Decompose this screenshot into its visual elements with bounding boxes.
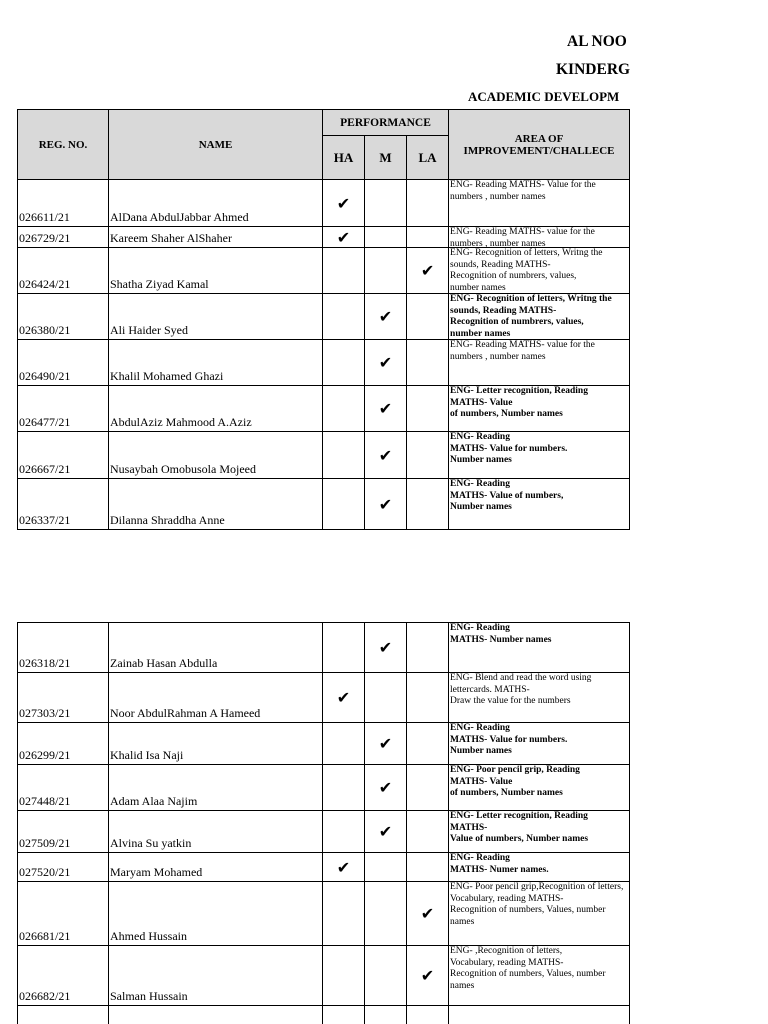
student-name-cell: AbdulAziz Mahmood A.Aziz [109,386,323,432]
performance-table-2 [17,622,630,1024]
improvement-area-text: ENG- Reading MATHS- Number names [450,623,552,645]
performance-ha-cell [323,723,365,765]
performance-ha-cell [323,882,365,946]
table-row [18,853,630,882]
table-row [18,811,630,853]
performance-la-cell [407,811,449,853]
improvement-area-text: ENG- Blend and read the word using lettercards. MATHS- Draw the value for the numbers [450,673,592,706]
student-name-cell: Khalil Mohamed Ghazi [109,340,323,386]
improvement-area-cell [449,811,630,853]
improvement-area-cell [449,340,630,386]
performance-la-cell [407,479,449,530]
performance-ha-cell [323,853,365,882]
performance-ha-cell [323,1006,365,1024]
performance-la-cell [407,673,449,723]
table-row [18,227,630,248]
report-title-heading: ACADEMIC DEVELOPM [468,89,620,104]
performance-m-cell [365,227,407,248]
performance-ha-cell [323,180,365,227]
student-name-cell: Shatha Ziyad Kamal [109,248,323,294]
col-header-performance: PERFORMANCE [323,110,449,136]
performance-la-cell [407,765,449,811]
student-name-cell: Dilanna Shraddha Anne [109,479,323,530]
performance-m-cell [365,765,407,811]
reg-no-cell: 026490/21 [18,340,109,386]
performance-la-cell [407,432,449,479]
improvement-area-text: ENG- Poor pencil grip,Recognition of letters, Vocabulary, reading MATHS- Recognition of numbers, Values, number names [450,882,624,927]
performance-m-cell [365,882,407,946]
table-row [18,673,630,723]
performance-la-cell [407,340,449,386]
table-row [18,946,630,1006]
improvement-area-cell [449,765,630,811]
checkmark-icon: ✔ [378,353,393,372]
checkmark-icon: ✔ [336,193,351,213]
checkmark-icon: ✔ [378,822,393,841]
performance-ha-cell [323,673,365,723]
improvement-area-cell [449,479,630,530]
reg-no-cell: 026611/21 [18,180,109,227]
improvement-area-text: ENG- Reading MATHS- value for the numbers , number names [450,227,595,247]
school-section-heading: KINDERG [556,61,631,78]
student-name-cell: Salman Hussain [109,946,323,1006]
performance-m-cell [365,340,407,386]
table-row [18,432,630,479]
checkmark-icon: ✔ [378,494,393,514]
performance-la-cell [407,623,449,673]
reg-no-cell: 026681/21 [18,882,109,946]
improvement-area-text: ENG- Reading MATHS- value for the numbers , number names [450,340,595,362]
performance-ha-cell [323,432,365,479]
performance-m-cell [365,1006,407,1024]
performance-la-cell [407,248,449,294]
col-header-ha: HA [323,136,365,180]
reg-no-cell: 027520/21 [18,853,109,882]
performance-la-cell [407,1006,449,1024]
school-name-heading: AL NOO [567,33,627,50]
performance-la-cell [407,853,449,882]
performance-m-cell [365,946,407,1006]
performance-m-cell [365,811,407,853]
col-header-m: M [365,136,407,180]
checkmark-icon: ✔ [336,857,351,877]
performance-ha-cell [323,227,365,248]
improvement-area-text: ENG- Letter recognition, Reading MATHS- Value of numbers, Number names [450,811,589,844]
improvement-area-cell [449,946,630,1006]
student-name-cell: Maryam Mohamed [109,853,323,882]
reg-no-cell: 027303/21 [18,673,109,723]
improvement-area-text: ENG- Reading MATHS- Value for the numbers , number names [450,180,596,202]
performance-la-cell [407,294,449,340]
performance-ha-cell [323,386,365,432]
checkmark-icon: ✔ [420,904,435,923]
checkmark-icon: ✔ [420,966,435,985]
checkmark-icon: ✔ [336,227,351,247]
improvement-area-text: ENG- Reading MATHS- Numer names. [450,853,549,875]
col-header-la: LA [407,136,449,180]
improvement-area-cell [449,294,630,340]
student-name-cell: Noor AbdulRahman A Hameed [109,673,323,723]
performance-la-cell [407,227,449,248]
performance-la-cell [407,882,449,946]
improvement-area-cell [449,1006,630,1024]
checkmark-icon: ✔ [378,778,393,797]
performance-m-cell [365,248,407,294]
improvement-area-cell [449,180,630,227]
reg-no-cell: 026337/21 [18,479,109,530]
performance-m-cell [365,180,407,227]
improvement-area-cell [449,248,630,294]
col-header-area: AREA OF IMPROVEMENT/CHALLECE [449,110,630,180]
checkmark-icon: ✔ [378,445,393,465]
improvement-area-cell [449,386,630,432]
reg-no-cell: 027448/21 [18,765,109,811]
reg-no-cell: 026477/21 [18,386,109,432]
table-row [18,180,630,227]
performance-la-cell [407,946,449,1006]
reg-no-cell: 027509/21 [18,811,109,853]
reg-no-cell: 026299/21 [18,723,109,765]
improvement-area-cell [449,673,630,723]
performance-ha-cell [323,623,365,673]
table-row [18,386,630,432]
improvement-area-text: ENG- Recognition of letters, Writng the sounds, Reading MATHS- Recognition of numbrers, values, number names [450,294,612,339]
performance-m-cell [365,432,407,479]
improvement-area-text: ENG- Reading MATHS- Value for numbers. Number names [450,432,568,465]
improvement-area-text: ENG- Poor pencil grip, Reading MATHS- Value of numbers, Number names [450,765,580,798]
table-row [18,623,630,673]
improvement-area-text: ENG- Letter recognition, Reading MATHS- Value of numbers, Number names [450,386,588,419]
performance-m-cell [365,673,407,723]
checkmark-icon: ✔ [378,638,393,657]
table-2-body [18,623,630,1024]
performance-la-cell [407,180,449,227]
col-header-name: NAME [109,110,323,180]
improvement-area-text: ENG- Reading MATHS- Value for numbers. Number names [450,723,568,756]
table-row [18,882,630,946]
improvement-area-cell [449,723,630,765]
improvement-area-cell [449,227,630,248]
reg-no-cell: 026318/21 [18,623,109,673]
table-row [18,479,630,530]
improvement-area-text: ENG- Reading MATHS- Value of numbers, Number names [450,479,564,512]
reg-no-cell: 026729/21 [18,227,109,248]
table-row [18,248,630,294]
reg-no-cell: 026380/21 [18,294,109,340]
performance-ha-cell [323,811,365,853]
table-row [18,1006,630,1024]
performance-ha-cell [323,294,365,340]
checkmark-icon: ✔ [336,688,351,707]
student-name-cell: Nusaybah Omobusola Mojeed [109,432,323,479]
performance-ha-cell [323,946,365,1006]
reg-no-cell: 026424/21 [18,248,109,294]
improvement-area-text: ENG- Recognition of letters, Writng the sounds, Reading MATHS- Recognition of numbrers, values, number names [450,248,603,293]
checkmark-icon: ✔ [378,399,393,418]
student-name-cell: Adam Alaa Najim [109,765,323,811]
improvement-area-cell [449,882,630,946]
reg-no-cell: 026667/21 [18,432,109,479]
performance-la-cell [407,386,449,432]
student-name-cell [109,1006,323,1024]
performance-ha-cell [323,340,365,386]
performance-m-cell [365,623,407,673]
reg-no-cell [18,1006,109,1024]
performance-m-cell [365,853,407,882]
improvement-area-cell [449,853,630,882]
reg-no-cell: 026682/21 [18,946,109,1006]
col-header-reg-no: REG. NO. [18,110,109,180]
performance-ha-cell [323,248,365,294]
student-name-cell: Alvina Su yatkin [109,811,323,853]
performance-ha-cell [323,479,365,530]
performance-table-1 [17,109,630,530]
table-row [18,294,630,340]
performance-m-cell [365,386,407,432]
student-name-cell: AlDana AbdulJabbar Ahmed [109,180,323,227]
improvement-area-cell [449,623,630,673]
performance-m-cell [365,294,407,340]
performance-m-cell [365,723,407,765]
checkmark-icon: ✔ [378,734,393,753]
table-row [18,765,630,811]
table-row [18,340,630,386]
student-name-cell: Zainab Hasan Abdulla [109,623,323,673]
student-name-cell: Kareem Shaher AlShaher [109,227,323,248]
student-name-cell: Ahmed Hussain [109,882,323,946]
table-1-body [18,180,630,530]
checkmark-icon: ✔ [378,307,393,326]
checkmark-icon: ✔ [420,261,435,280]
performance-ha-cell [323,765,365,811]
performance-m-cell [365,479,407,530]
student-name-cell: Ali Haider Syed [109,294,323,340]
improvement-area-cell [449,432,630,479]
improvement-area-text: ENG- ,Recognition of letters, Vocabulary, reading MATHS- Recognition of numbers, Values, number names [450,946,606,991]
table-row [18,723,630,765]
student-name-cell: Khalid Isa Naji [109,723,323,765]
performance-la-cell [407,723,449,765]
